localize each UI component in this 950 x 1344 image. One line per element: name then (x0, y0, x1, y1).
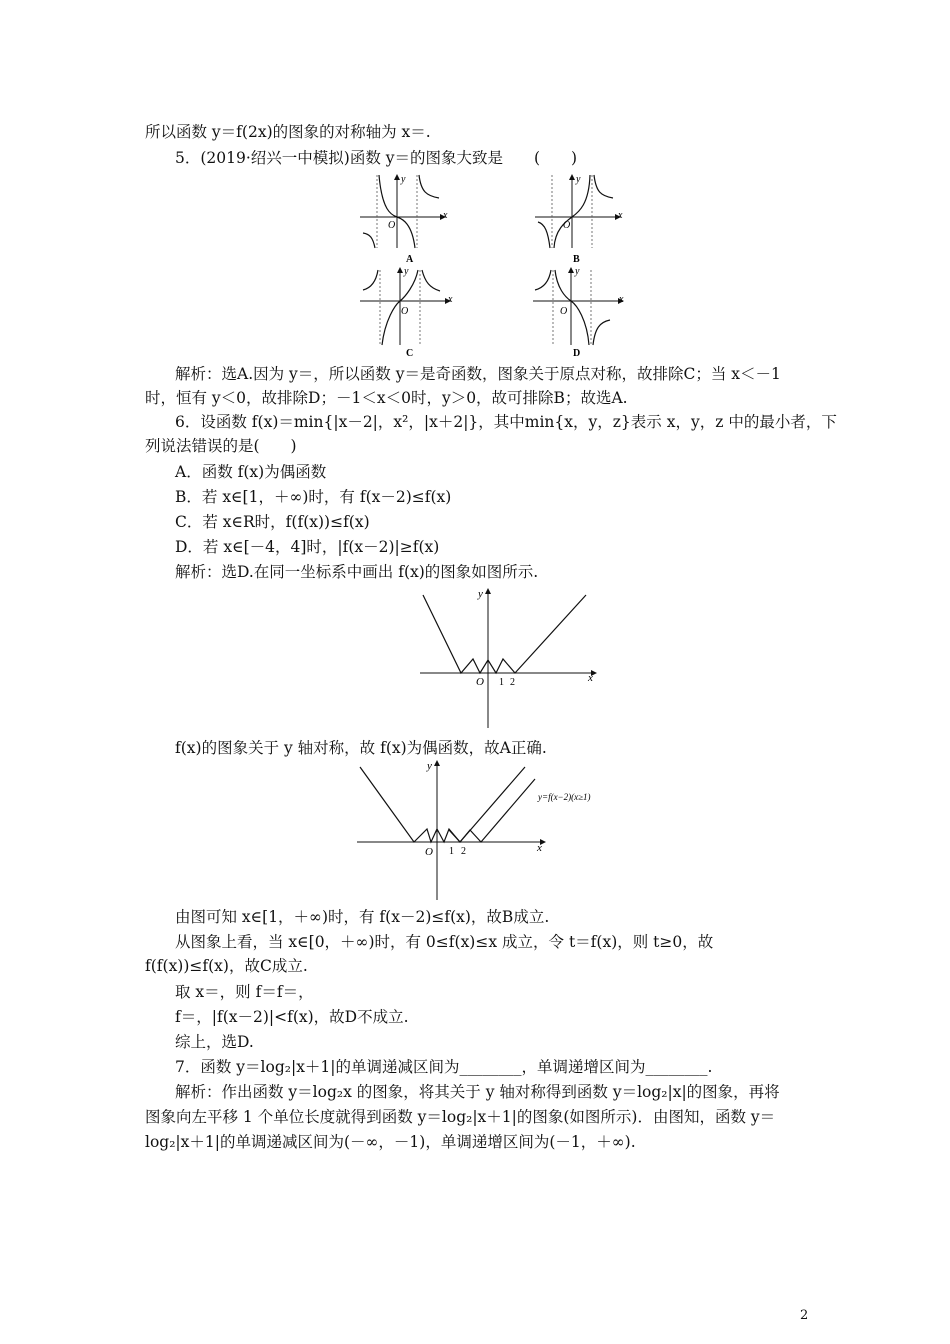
axis-label: x (588, 672, 593, 684)
option-d-graph (533, 268, 623, 345)
tick-label: 1 (449, 846, 454, 857)
axis-label: y (576, 174, 581, 185)
option-b: B．若 x∈[1，＋∞)时，有 f(x－2)≤f(x) (175, 488, 452, 506)
axis-label: x (443, 210, 448, 221)
question-5: 5．(2019·绍兴一中模拟)函数 y＝的图象大致是 ( ) (175, 149, 578, 167)
origin-label: O (388, 220, 396, 231)
origin-label: O (560, 306, 568, 317)
axis-label: y (575, 266, 580, 277)
text-line: 解析：选A.因为 y＝，所以函数 y＝是奇函数，图象关于原点对称，故排除C；当 x＜－1 (175, 365, 781, 383)
axis-label: y (404, 266, 409, 277)
axis-label: x (619, 294, 624, 305)
curve-label: y=f(x−2)(x≥1) (538, 792, 591, 802)
axis-label: y (401, 174, 406, 185)
text-line: f＝，|f(x－2)|<f(x)，故D不成立. (175, 1008, 409, 1026)
text-line: 解析：作出函数 y＝log₂x 的图象，将其关于 y 轴对称得到函数 y＝log₂|x|的图象，再将 (175, 1083, 780, 1101)
text-line: log₂|x＋1|的单调递减区间为(－∞，－1)，单调递增区间为(－1，＋∞). (145, 1133, 636, 1151)
axis-label: y (427, 760, 432, 772)
question-7: 7．函数 y＝log₂|x＋1|的单调递减区间为________，单调递增区间为________. (175, 1058, 713, 1076)
text-line: 从图象上看，当 x∈[0，＋∞)时，有 0≤f(x)≤x 成立，令 t＝f(x)，则 t≥0，故 (175, 933, 714, 951)
text-line: 综上，选D. (175, 1033, 254, 1051)
text-line: 列说法错误的是( ) (145, 437, 297, 455)
origin-label: O (476, 676, 484, 688)
tick-label: 1 (499, 677, 504, 688)
page-number: 2 (800, 1308, 809, 1323)
option-d: D．若 x∈[－4，4]时，|f(x－2)|≥f(x) (175, 538, 440, 556)
axis-label: x (448, 294, 453, 305)
option-label: C (406, 348, 414, 359)
tick-label: 2 (461, 846, 466, 857)
text-line: 解析：选D.在同一坐标系中画出 f(x)的图象如图所示. (175, 563, 539, 581)
option-figures (355, 170, 635, 360)
option-a: A．函数 f(x)为偶函数 (175, 463, 327, 481)
text-line: 取 x＝，则 f＝f＝， (175, 983, 314, 1001)
option-label: A (406, 254, 414, 265)
option-a-graph (360, 175, 445, 248)
tick-label: 2 (510, 677, 515, 688)
text-line: 所以函数 y＝f(2x)的图象的对称轴为 x＝. (145, 123, 431, 141)
origin-label: O (425, 846, 433, 858)
origin-label: O (401, 306, 409, 317)
graph-fx-shift (355, 757, 620, 902)
graph-fx (418, 585, 608, 730)
axis-label: x (618, 210, 623, 221)
text-line: 由图可知 x∈[1，＋∞)时，有 f(x－2)≤f(x)，故B成立. (175, 908, 550, 926)
text-line: 图象向左平移 1 个单位长度就得到函数 y＝log₂|x＋1|的图象(如图所示)．由图知，函数 y＝ (145, 1108, 776, 1126)
question-6: 6．设函数 f(x)＝min{|x－2|，x²，|x＋2|}，其中min{x，y，z}表示 x，y，z 中的最小者，下 (175, 413, 837, 431)
axis-label: x (537, 842, 542, 854)
option-b-graph (535, 175, 620, 248)
text-line: 时，恒有 y＜0，故排除D；－1＜x＜0时，y＞0，故可排除B；故选A. (145, 389, 628, 407)
option-label: D (573, 348, 581, 359)
axis-label: y (478, 588, 483, 600)
option-label: B (573, 254, 580, 265)
text-line: f(x)的图象关于 y 轴对称，故 f(x)为偶函数，故A正确. (175, 739, 547, 757)
origin-label: O (563, 220, 571, 231)
text-line: f(f(x))≤f(x)，故C成立. (145, 957, 308, 975)
option-c: C．若 x∈R时，f(f(x))≤f(x) (175, 513, 370, 531)
